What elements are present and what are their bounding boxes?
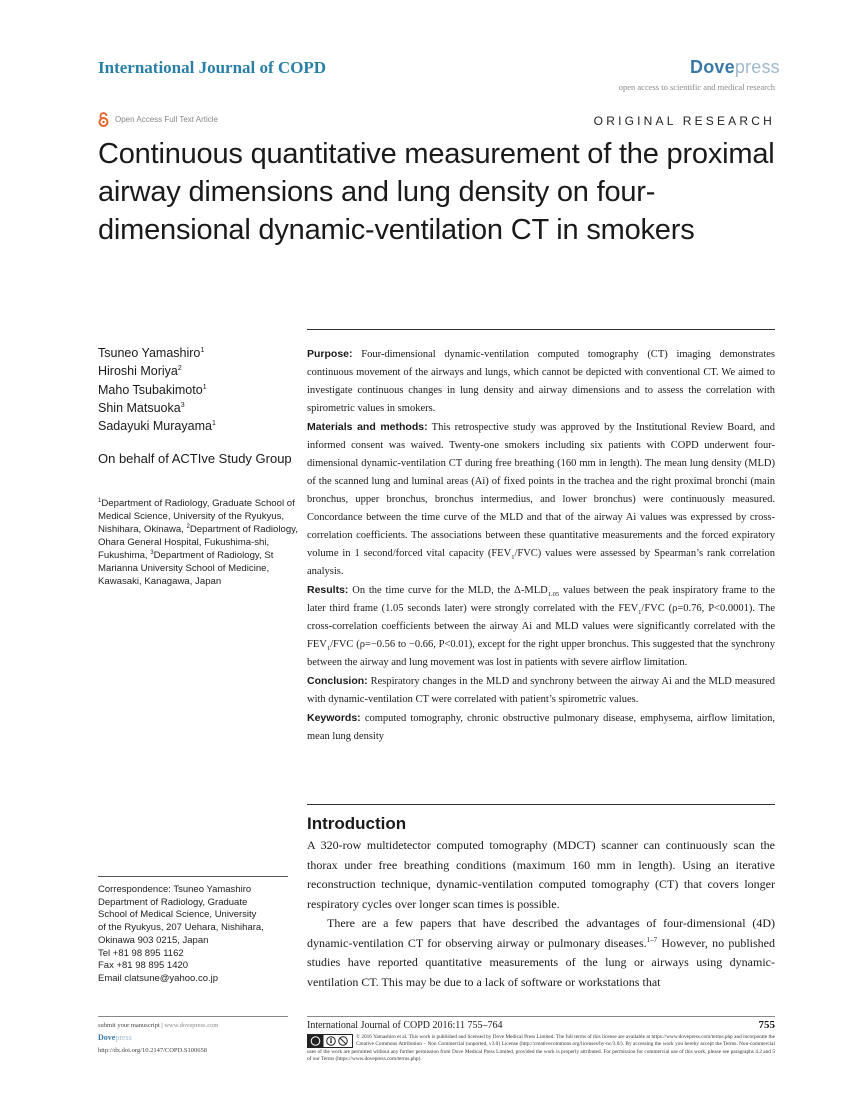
page-number: 755 — [758, 1019, 775, 1031]
footer-rule-right — [307, 1016, 775, 1017]
open-access-lock-icon — [98, 112, 109, 127]
dovepress-url[interactable]: www.dovepress.com — [164, 1022, 219, 1029]
affiliations: $^1$Department of Radiology, Graduate School of Medical Science, University of the Ryukyus, Nishihara, Okinawa, $^2$Department of Radiology, Ohara General Hospital, Fukushima-shi, Fukushima, $^3$Department of Radiology, St Marianna University School of Medicine, Kawasaki, Kanagawa, Japan — [98, 497, 298, 587]
abstract-purpose: Purpose: Four-dimensional dynamic-ventilation computed tomography (CT) imaging demonstrates continuous movement of the airways and lungs, which cannot be depicted with conventional CT. We aimed to investigate continuous changes in lung density and airway dimensions and to assess the correlation with spirometric values in smokers. — [307, 348, 775, 414]
on-behalf-group: On behalf of ACTIve Study Group — [98, 451, 292, 466]
footer-rule-left — [98, 1016, 288, 1017]
introduction-heading: Introduction — [307, 814, 407, 833]
submit-manuscript-link[interactable]: submit your manuscript — [98, 1022, 160, 1029]
creative-commons-badge-icon[interactable] — [307, 1034, 353, 1048]
correspondence-line: School of Medical Science, University — [98, 909, 257, 921]
abstract-top-rule — [307, 329, 775, 330]
correspondence — [98, 884, 298, 986]
abstract-keywords: Keywords: computed tomography, chronic obstructive pulmonary disease, emphysema, airflow limitation, mean lung density — [307, 712, 775, 742]
footer-left: submit your manuscript | www.dovepress.com Dovepress http://dx.doi.org/10.2147/COPD.S100658 — [98, 1020, 298, 1057]
publisher-logo-part1: Dove — [690, 57, 735, 77]
abstract-conclusion: Conclusion: Respiratory changes in the MLD and synchrony between the airway Ai and the MLD measured with dynamic-ventilation CT were correlated with patient’s spirometric values. — [307, 675, 776, 705]
correspondence-line: of the Ryukyus, 207 Uehara, Nishihara, — [98, 922, 264, 934]
author: Shin Matsuoka$^3$ — [98, 400, 185, 415]
paper-title: Continuous quantitative measurement of the proximal airway dimensions and lung density on four-dimensional dynamic-ventilation CT in smokers — [98, 138, 775, 246]
introduction-body — [307, 836, 775, 992]
abstract-bottom-rule — [307, 804, 775, 805]
open-access-label: Open Access Full Text Article — [115, 115, 219, 124]
author: Maho Tsubakimoto$^1$ — [98, 382, 207, 397]
citation-ref[interactable]: 1–7 — [646, 935, 658, 944]
footer-citation: International Journal of COPD 2016:11 755–764 — [307, 1020, 503, 1031]
correspondence-email[interactable]: Email clatsune@yahoo.co.jp — [98, 972, 219, 984]
author: Hiroshi Moriya$^2$ — [98, 364, 182, 379]
abstract — [307, 345, 775, 746]
correspondence-line: Tel +81 98 895 1162 — [98, 947, 184, 959]
correspondence-line: Okinawa 903 0215, Japan — [98, 934, 209, 946]
correspondence-line: Fax +81 98 895 1420 — [98, 960, 189, 972]
correspondence-line: Correspondence: Tsuneo Yamashiro — [98, 884, 252, 895]
introduction-paragraph: A 320-row multidetector computed tomography (MDCT) scanner can continuously scan the thorax under free breathing conditions (maximum 160 mm in length). Using an iterative reconstruction technique, dynamic-ventilation computed tomography (CT) that covers longer respiratory cycles over longer scan times is possible. — [307, 838, 775, 911]
correspondence-rule — [98, 876, 288, 877]
abstract-methods: Materials and methods: This retrospective study was approved by the Institutional Review Board, and informed consent was waived. Twenty-one smokers including six patients with COPD underwent four-dimensional dynamic-ventilation CT during free breathing (160 mm in length). The mean lung density (MLD) of the scanned lung and luminal areas (Ai) of fixed points in the trachea and the right proximal bronchi (main bronchus, upper bronchus, bronchus intermedius, and lower bronchus) were continuously measured. Concordance between the time curve of the MLD and that of the airway Ai values was expressed by cross-correlation coefficients. The associations between these quantitative measurements and the forced expiratory volume in 1 second/forced vital capacity $(FEV_1/FVC)$ values were assessed by Spearman’s rank correlation analysis. — [307, 421, 776, 577]
publisher-logo[interactable] — [690, 57, 780, 78]
correspondence-line: Department of Radiology, Graduate — [98, 896, 248, 908]
footer-publisher-logo[interactable]: Dovepress — [98, 1033, 132, 1042]
publisher-logo-part2: press — [734, 57, 780, 77]
journal-title[interactable]: International Journal of COPD — [98, 58, 327, 77]
article-type: ORIGINAL RESEARCH — [593, 114, 775, 128]
doi-link[interactable]: http://dx.doi.org/10.2147/COPD.S100658 — [98, 1047, 207, 1054]
author: Tsuneo Yamashiro$^1$ — [98, 346, 205, 360]
introduction-paragraph: There are a few papers that have described the advantages of four-dimensional (4D) dynamic-ventilation CT for observing airway or pulmonary diseases.$^{1-7}$ However, no published studies have reported quantitative measurements of the lung or airways using dynamic-ventilation CT. This may be due to a lack of software or workstations that — [307, 916, 775, 989]
abstract-results: Results: On the time curve for the MLD, the $\Delta-MLD_{1.05}$ values between the peak inspiratory frame to the later third frame (1.05 seconds later) were strongly correlated with the $FEV_1$/FVC (ρ=0.76, P<0.0001). The cross-correlation coefficients between the airway Ai and MLD values were significantly correlated with the $FEV_1$/FVC (ρ=−0.56 to −0.66, P<0.01), except for the right upper bronchus. This suggested that the synchrony between the airway and lung movement was lost in patients with severe airflow limitation. — [307, 584, 776, 668]
license-text: © 2016 Yamashiro et al. This work is published and licensed by Dove Medical Press Limited. The full terms of this license are available at https://www.dovepress.com/terms.php and incorporate the Creative Commons Attribution – Non Commercial (unported, v3.0) License (http://creativecommons.org/licenses/by-nc/3.0/). By accessing the work you hereby accept the Terms. Non-commercial uses of the work are permitted without any further permission from Dove Medical Press Limited, provided the work is properly attributed. For permission for commercial use of this work, please see paragraphs 4.2 and 5 of our Terms (https://www.dovepress.com/terms.php). — [307, 1034, 775, 1063]
author: Sadayuki Murayama$^1$ — [98, 419, 216, 434]
publisher-tagline: open access to scientific and medical research — [618, 82, 775, 92]
author-list — [98, 344, 293, 435]
open-access-badge — [98, 112, 218, 127]
